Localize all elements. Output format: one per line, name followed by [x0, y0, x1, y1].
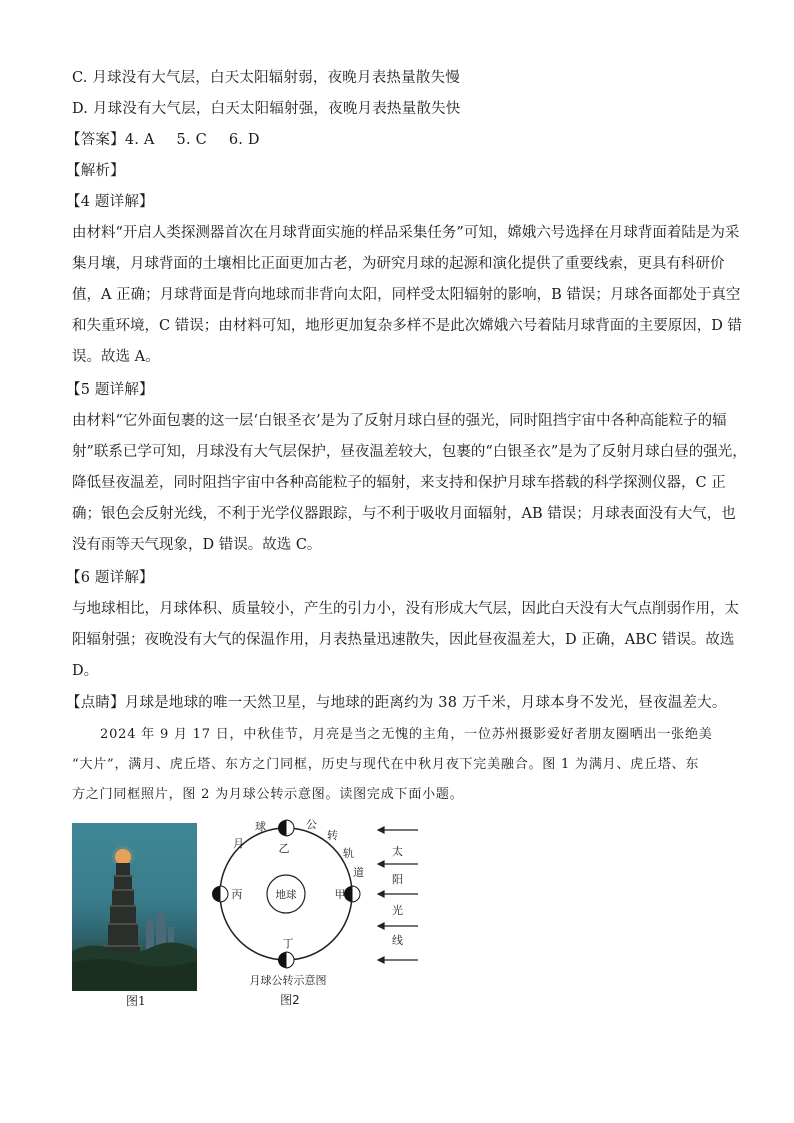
q5-line: 确；银色会反射光线，不利于光学仪器跟踪，与不利于吸收月面辐射，AB 错误；月球表面没有大气，也 — [72, 506, 736, 522]
sunlight-label-char: 阳 — [392, 873, 403, 886]
intro-line: 2024 年 9 月 17 日，中秋佳节，月亮是当之无愧的主角，一位苏州摄影爱好者朋友圈晒出一张绝美 — [100, 727, 713, 742]
analysis-label: 【解析】 — [66, 163, 125, 179]
option-d: D. 月球没有大气层，白天太阳辐射强，夜晚月表热量散失快 — [72, 101, 461, 117]
figure2-caption: 图2 — [280, 993, 300, 1007]
orbit-label-char: 月 — [233, 837, 244, 850]
answer-row — [66, 128, 260, 149]
q6-heading: 【6 题详解】 — [66, 570, 154, 586]
q5-line: 没有雨等天气现象，D 错误。故选 C。 — [72, 537, 322, 553]
q6-explanation — [72, 594, 739, 687]
q5-heading: 【5 题详解】 — [66, 382, 154, 398]
q5-line: 射”联系已学可知，月球没有大气层保护，昼夜温差较大，包裹的“白银圣衣”是为了反射月球白昼的强光， — [72, 444, 747, 460]
sunlight-label-char: 线 — [392, 934, 403, 947]
answer-6: 6. D — [228, 132, 260, 148]
q4-line: 和失重环境，C 错误；由材料可知，地形更加复杂多样不是此次嫦娥六号着陆月球背面的主要原因，D 错 — [72, 318, 742, 334]
q5-line: 由材料“它外面包裹的这一层‘白银圣衣’是为了反射月球白昼的强光，同时阻挡宇宙中各种高能粒子的辐 — [72, 413, 727, 429]
earth-label: 地球 — [275, 889, 297, 901]
q6-line: 与地球相比，月球体积、质量较小，产生的引力小，没有形成大气层，因此白天没有大气点削弱作用，太 — [72, 601, 739, 617]
position-bing: 丙 — [231, 888, 243, 901]
orbit-label-char: 轨 — [343, 847, 354, 860]
pagoda-photo-illustration — [72, 823, 197, 991]
q5-line: 降低昼夜温差，同时阻挡宇宙中各种高能粒子的辐射，来支持和保护月球车搭载的科学探测仪器，C 正 — [72, 475, 726, 491]
q4-line: 误。故选 A。 — [72, 349, 160, 365]
q6-line: D。 — [72, 663, 99, 679]
q6-line: 阳辐射强；夜晚没有大气的保温作用，月表热量迅速散失，因此昼夜温差大，D 正确，ABC 错误。故选 — [72, 632, 735, 648]
q5-explanation — [72, 406, 747, 561]
answer-label: 【答案】 — [66, 132, 125, 148]
moon-yi — [278, 820, 294, 836]
sunlight-label-char: 太 — [392, 845, 403, 858]
intro-line: 方之门同框照片，图 2 为月球公转示意图。读图完成下面小题。 — [72, 787, 464, 802]
question-intro — [72, 720, 724, 810]
orbit-label-char: 球 — [255, 820, 266, 833]
q4-explanation — [72, 218, 742, 373]
position-yi: 乙 — [278, 842, 290, 855]
intro-line: “大片”，满月、虎丘塔、东方之门同框，历史与现代在中秋月夜下完美融合。图 1 为满月、虎丘塔、东 — [72, 757, 700, 772]
orbit-label-char: 道 — [353, 866, 364, 879]
moon-ding — [278, 952, 294, 968]
key-point: 【点睛】月球是地球的唯一天然卫星，与地球的距离约为 38 万千米，月球本身不发光，昼夜温差大。 — [66, 695, 727, 711]
figure1-photo — [72, 823, 197, 991]
pagoda — [106, 863, 140, 963]
q4-line: 集月壤，月球背面的土壤相比正面更加古老，为研究月球的起源和演化提供了重要线索，更具有科研价 — [72, 256, 725, 272]
option-c: C. 月球没有大气层，白天太阳辐射弱，夜晚月表热量散失慢 — [72, 70, 460, 86]
q4-line: 由材料“开启人类探测器首次在月球背面实施的样品采集任务”可知，嫦娥六号选择在月球背面着陆是为采 — [72, 225, 740, 241]
orbit-label-char: 转 — [327, 829, 338, 842]
diagram-subtitle: 月球公转示意图 — [249, 974, 327, 987]
q4-heading: 【4 题详解】 — [66, 194, 154, 210]
orbit-label-char: 公 — [306, 818, 317, 831]
position-ding: 丁 — [282, 937, 294, 950]
answer-4: 4. A — [124, 132, 155, 148]
figure1-caption: 图1 — [126, 994, 146, 1008]
sunlight-label-char: 光 — [392, 904, 403, 917]
moon-bing — [212, 886, 228, 902]
moon-orbit-diagram — [200, 812, 430, 1012]
moon-jia — [344, 886, 360, 902]
answer-5: 5. C — [176, 132, 207, 148]
position-jia: 甲 — [334, 888, 346, 901]
q4-line: 值，A 正确；月球背面是背向地球而非背向太阳，同样受太阳辐射的影响，B 错误；月球各面都处于真空 — [72, 287, 741, 303]
